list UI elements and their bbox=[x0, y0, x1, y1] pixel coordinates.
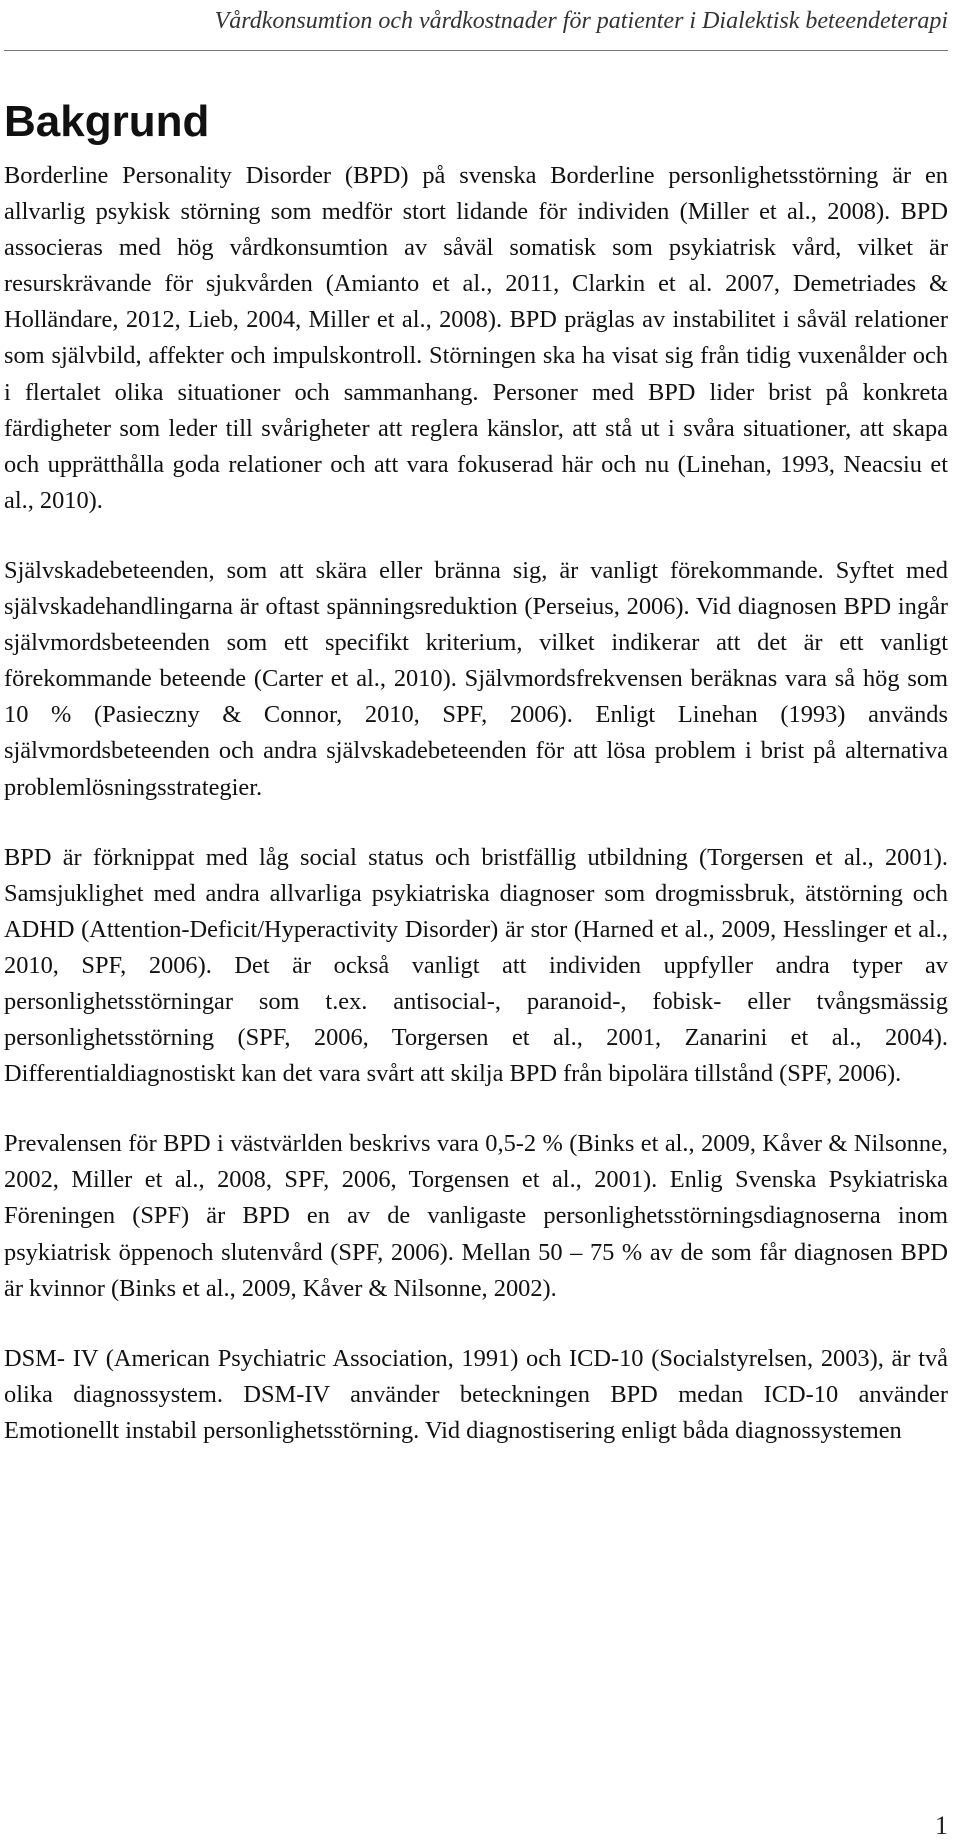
body-text bbox=[4, 158, 948, 1483]
paragraph-4: Prevalensen för BPD i västvärlden beskrivs vara 0,5-2 % (Binks et al., 2009, Kåver & Nilsonne, 2002, Miller et al., 2008, SPF, 2006, Torgensen et al., 2001). Enlig Svenska Psykiatriska Föreningen (SPF) är BPD en av de vanligaste personlighetsstörningsdiagnoserna inom psykiatrisk öppenoch slutenvård (SPF, 2006). Mellan 50 – 75 % av de som får diagnosen BPD är kvinnor (Binks et al., 2009, Kåver & Nilsonne, 2002). bbox=[4, 1130, 948, 1302]
paragraph-3: BPD är förknippat med låg social status och bristfällig utbildning (Torgersen et al., 2001). Samsjuklighet med andra allvarliga psykiatriska diagnoser som drogmissbruk, ätstörning och ADHD (Attention-Deficit/Hyperactivity Disorder) är stor (Harned et al., 2009, Hesslinger et al., 2010, SPF, 2006). Det är också vanligt att individen uppfyller andra typer av personlighetsstörningar som t.ex. antisocial-, paranoid-, fobisk- eller tvångsmässig personlighetsstörning (SPF, 2006, Torgersen et al., 2001, Zanarini et al., 2004). Differentialdiagnostiskt kan det vara svårt att skilja BPD från bipolära tillstånd (SPF, 2006). bbox=[4, 843, 948, 1088]
header-rule bbox=[4, 50, 948, 51]
paragraph-2: Självskadebeteenden, som att skära eller bränna sig, är vanligt förekommande. Syftet med självskadehandlingarna är oftast spänningsreduktion (Perseius, 2006). Vid diagnosen BPD ingår självmordsbeteenden som ett specifikt kriterium, vilket indikerar att det är ett vanligt förekommande beteende (Carter et al., 2010). Självmordsfrekvensen beräknas vara så hög som 10 % (Pasieczny & Connor, 2010, SPF, 2006). Enligt Linehan (1993) används självmordsbeteenden och andra självskadebeteenden för att lösa problem i brist på alternativa problemlösningsstrategier. bbox=[4, 556, 948, 801]
section-heading: Bakgrund bbox=[4, 97, 210, 146]
paragraph-1: Borderline Personality Disorder (BPD) på svenska Borderline personlighetsstörning är en allvarlig psykisk störning som medför stort lidande för individen (Miller et al., 2008). BPD associeras med hög vårdkonsumtion av såväl somatisk som psykiatrisk vård, vilket är resurskrävande för sjukvården (Amianto et al., 2011, Clarkin et al. 2007, Demetriades & Holländare, 2012, Lieb, 2004, Miller et al., 2008). BPD präglas av instabilitet i såväl relationer som självbild, affekter och impulskontroll. Störningen ska ha visat sig från tidig vuxenålder och i flertalet olika situationer och sammanhang. Personer med BPD lider brist på konkreta färdigheter som leder till svårigheter att reglera känslor, att stå ut i svåra situationer, att skapa och upprätthålla goda relationer och att vara fokuserad här och nu (Linehan, 1993, Neacsiu et al., 2010). bbox=[4, 162, 948, 514]
page-number: 1 bbox=[935, 1811, 948, 1840]
paragraph-5: DSM- IV (American Psychiatric Association, 1991) och ICD-10 (Socialstyrelsen, 2003), är två olika diagnossystem. DSM-IV använder beteckningen BPD medan ICD-10 använder Emotionellt instabil personlighetsstörning. Vid diagnostisering enligt båda diagnossystemen bbox=[4, 1344, 948, 1444]
running-header: Vårdkonsumtion och vårdkostnader för patienter i Dialektisk beteendeterapi bbox=[214, 8, 948, 34]
